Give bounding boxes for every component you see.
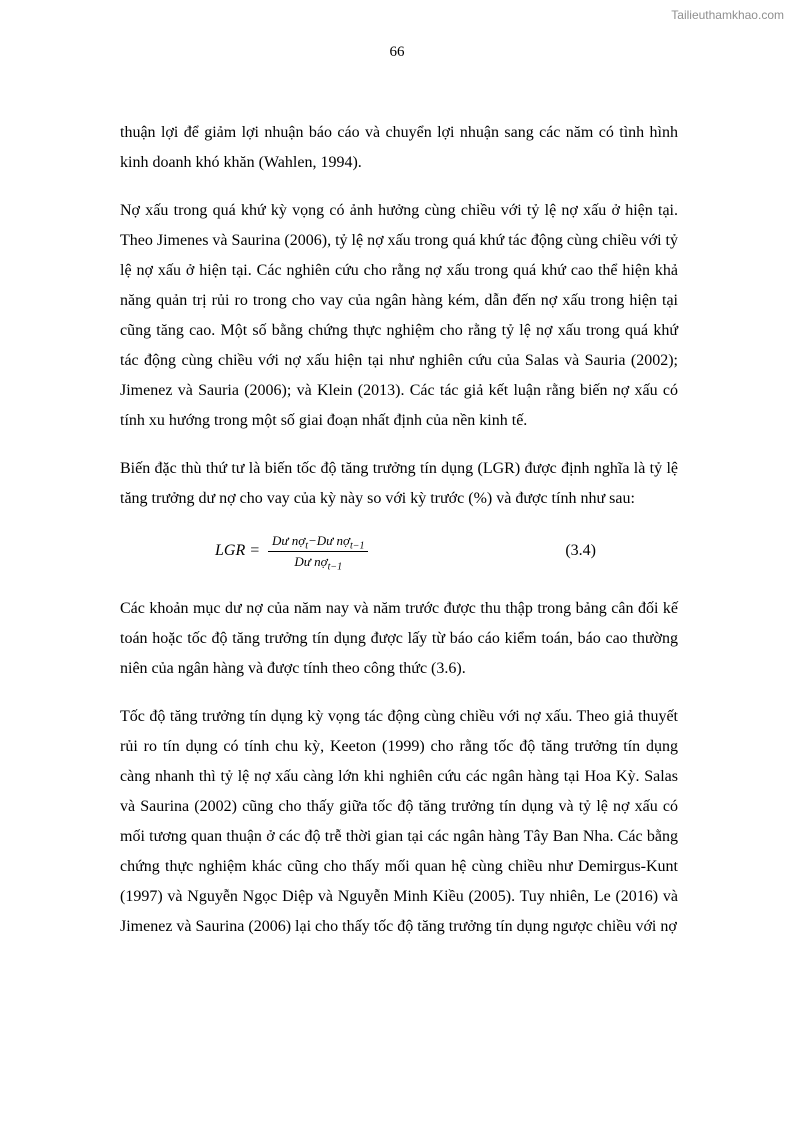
paragraph-3: Biến đặc thù thứ tư là biến tốc độ tăng trưởng tín dụng (LGR) được định nghĩa là tỷ lệ tăng trưởng dư nợ cho vay của kỳ này so với kỳ trước (%) và được tính như sau:	[120, 460, 678, 507]
page-number: 66	[389, 44, 405, 60]
formula-num-sub1: t	[305, 540, 308, 552]
paragraph-1: thuận lợi để giảm lợi nhuận báo cáo và chuyển lợi nhuận sang các năm có tình hình kinh doanh khó khăn (Wahlen, 1994).	[120, 124, 678, 171]
paragraph-2: Nợ xấu trong quá khứ kỳ vọng có ảnh hưởng cùng chiều với tỷ lệ nợ xấu ở hiện tại. Theo Jimenes và Saurina (2006), tỷ lệ nợ xấu trong quá khứ tác động cùng chiều với tỷ lệ nợ xấu ở hiện tại. Các nghiên cứu cho rằng nợ xấu trong quá khứ cao thể hiện khả năng quản trị rủi ro trong cho vay của ngân hàng kém, dẫn đến nợ xấu trong hiện tại cũng tăng cao. Một số bằng chứng thực nghiệm cho rằng tỷ lệ nợ xấu trong quá khứ tác động cùng chiều với nợ xấu hiện tại như nghiên cứu của Salas và Sauria (2002); Jimenez và Sauria (2006); và Klein (2013). Các tác giả kết luận rằng biến nợ xấu có tính xu hướng trong một số giai đoạn nhất định của nền kinh tế.	[120, 202, 678, 429]
paragraph-5: Tốc độ tăng trưởng tín dụng kỳ vọng tác động cùng chiều với nợ xấu. Theo giả thuyết rủi ro tín dụng có tính chu kỳ, Keeton (1999) cho rằng tốc độ tăng trưởng tín dụng càng nhanh thì tỷ lệ nợ xấu càng lớn khi nghiên cứu các ngân hàng tại Hoa Kỳ. Salas và Saurina (2002) cũng cho thấy giữa tốc độ tăng trưởng tín dụng và tỷ lệ nợ xấu có mối tương quan thuận ở các độ trễ thời gian tại các ngân hàng Tây Ban Nha. Các bằng chứng thực nghiệm khác cũng cho thấy mối quan hệ cùng chiều như Demirgus-Kunt (1997) và Nguyễn Ngọc Diệp và Nguyễn Minh Kiều (2005). Tuy nhiên, Le (2016) và Jimenez và Saurina (2006) lại cho thấy tốc độ tăng trưởng tín dụng ngược chiều với nợ	[120, 708, 678, 936]
page-content	[120, 118, 678, 960]
formula-denominator	[294, 552, 342, 571]
formula-numerator	[268, 532, 368, 552]
formula-num-sub2: t−1	[349, 540, 365, 552]
formula-num-term1: Dư nợ	[272, 533, 306, 548]
formula-minus-sign: −	[307, 533, 317, 548]
paragraph-4: Các khoản mục dư nợ của năm nay và năm trước được thu thập trong bảng cân đối kế toán hoặc tốc độ tăng trưởng tín dụng được lấy từ báo cáo kiểm toán, báo cao thường niên của ngân hàng và được tính theo công thức (3.6).	[120, 600, 678, 678]
formula-lhs: LGR =	[215, 542, 261, 560]
formula-den-term: Dư nợ	[294, 553, 328, 569]
watermark: Tailieuthamkhao.com	[671, 8, 784, 22]
formula-den-sub: t−1	[327, 561, 343, 573]
formula-num-term2: Dư nợ	[316, 533, 350, 548]
equation-3-4	[120, 532, 678, 573]
formula-fraction	[268, 532, 368, 573]
equation-number: (3.4)	[565, 542, 596, 560]
